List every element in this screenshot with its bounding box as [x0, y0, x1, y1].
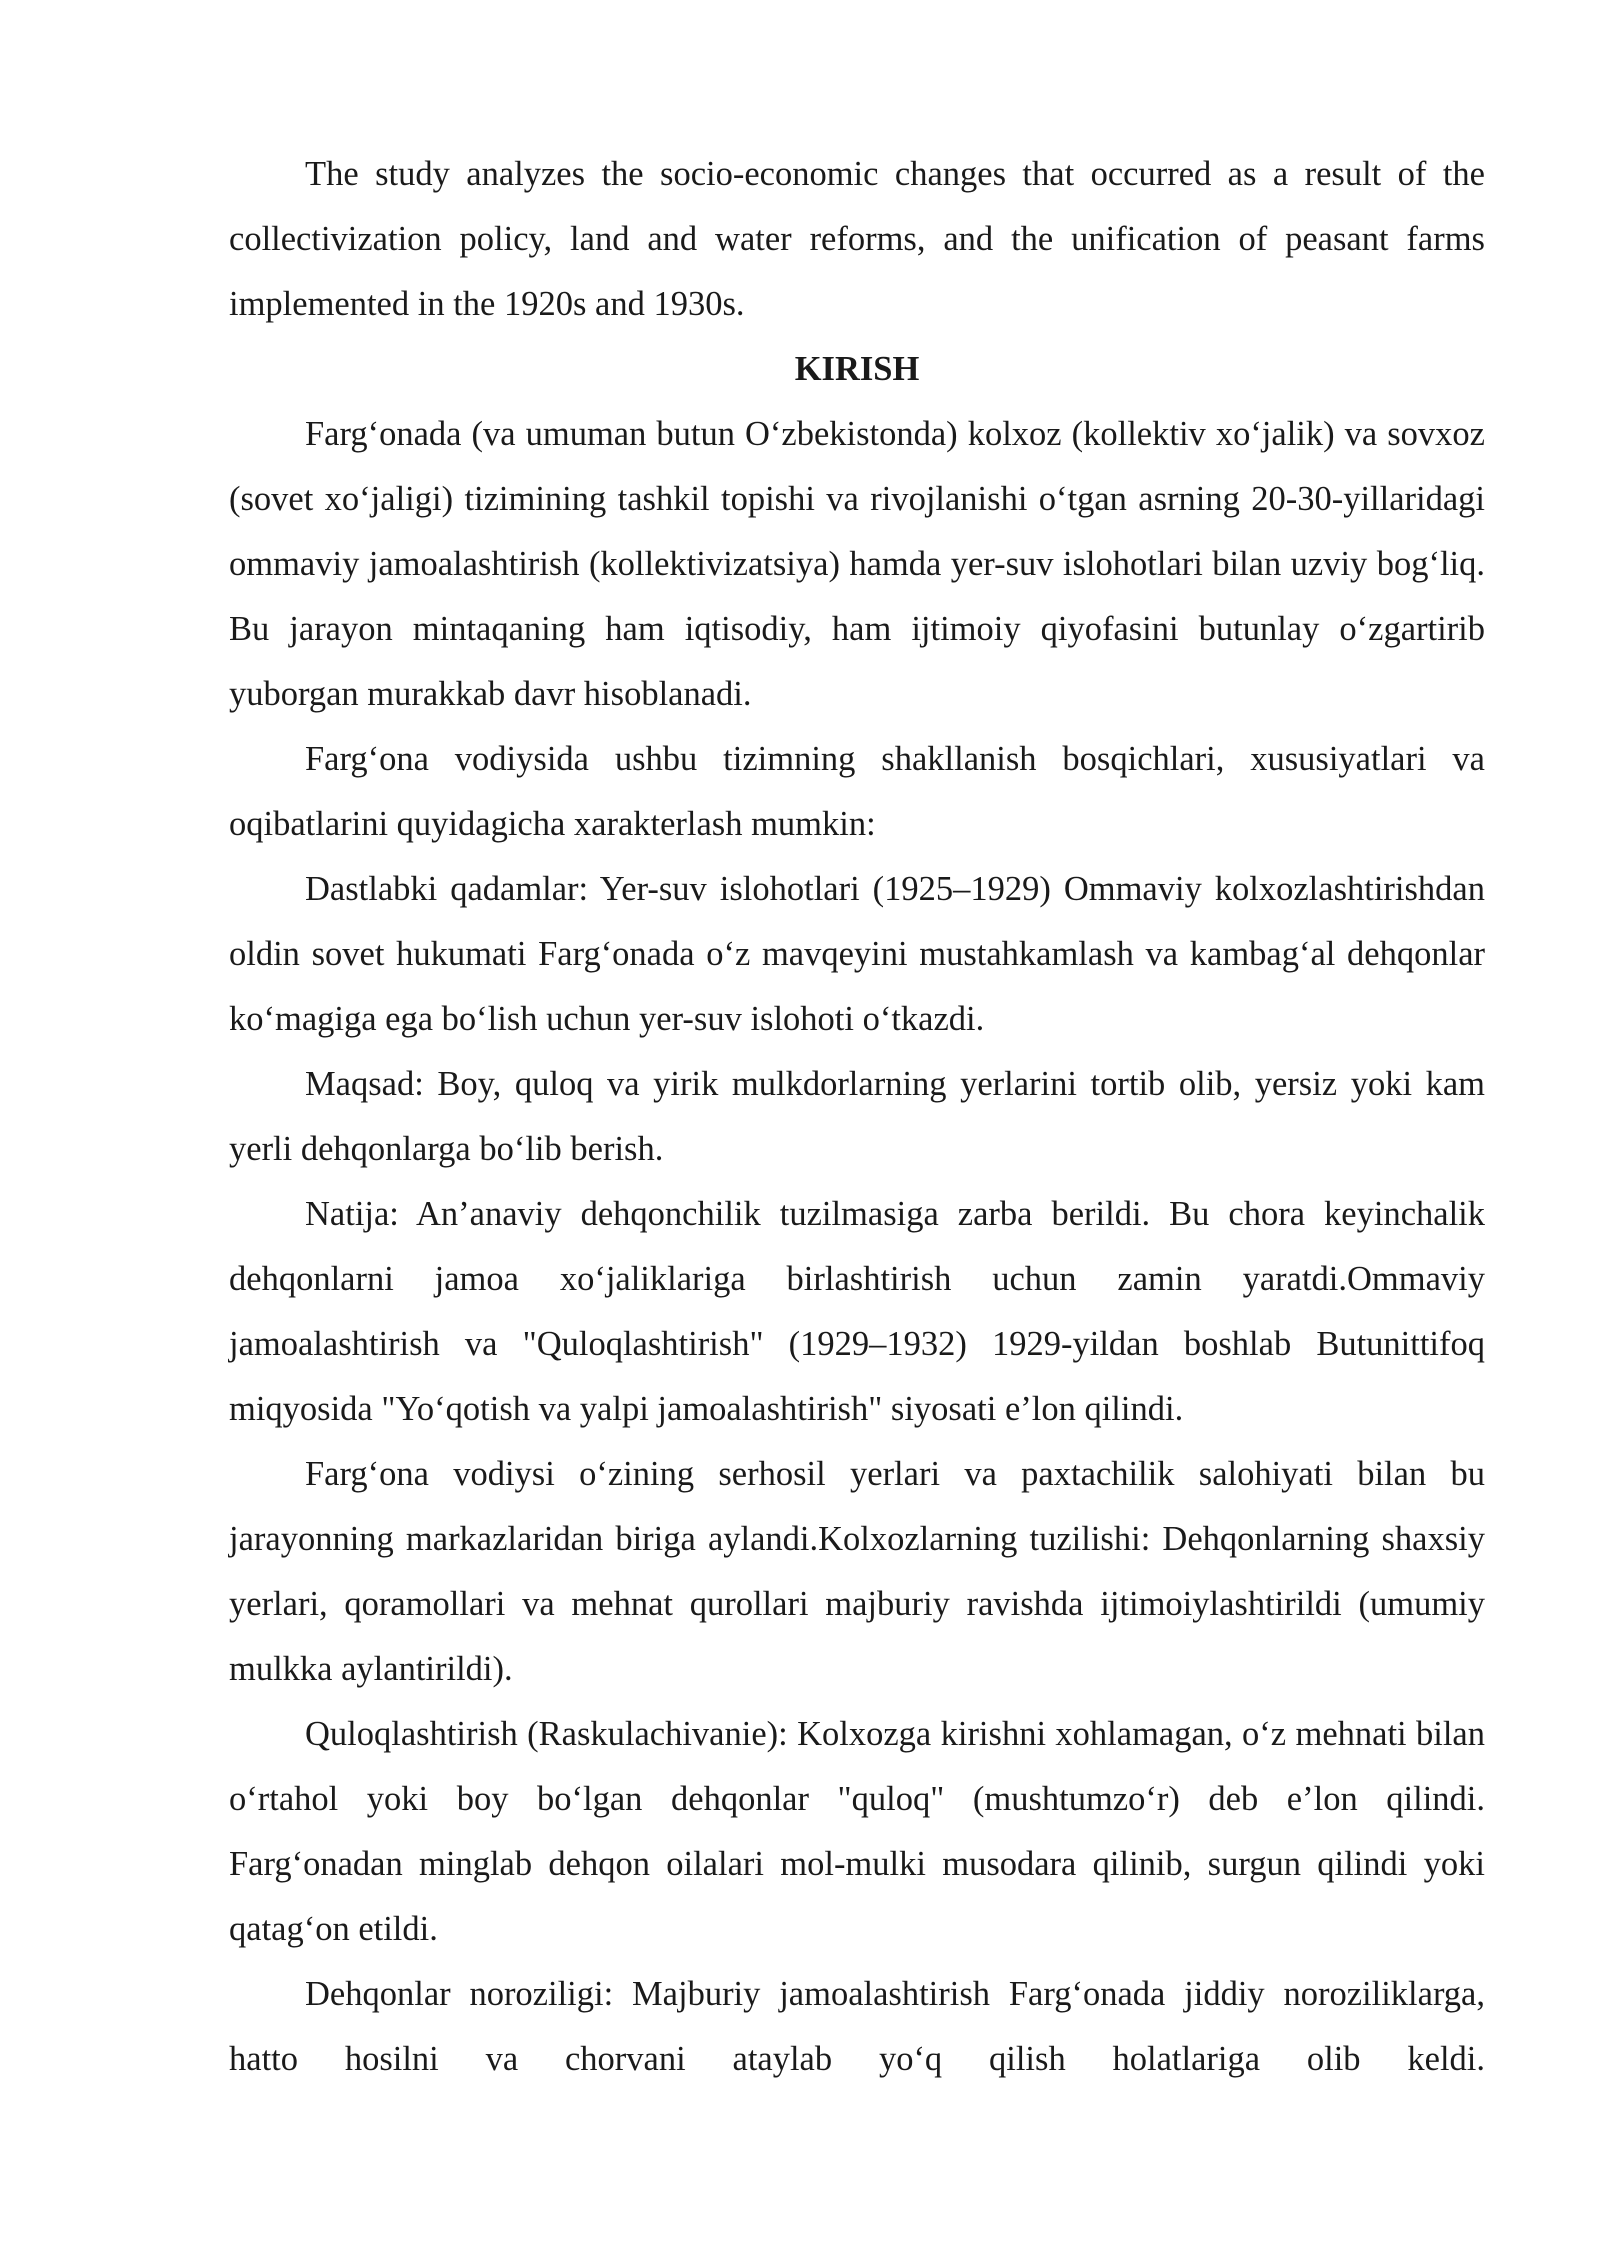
body-paragraph: Maqsad: Boy, quloq va yirik mulkdorlarning yerlarini tortib olib, yersiz yoki kam yerli dehqonlarga bo‘lib berish.: [229, 1065, 1485, 1168]
body-paragraph: Farg‘onada (va umuman butun O‘zbekistonda) kolxoz (kollektiv xo‘jalik) va sovxoz (sovet xo‘jaligi) tizimining tashkil topishi va rivojlanishi o‘tgan asrning 20-30-yillaridagi ommaviy jamoalashtirish (kollektivizatsiya) hamda yer-suv islohotlari bilan uzviy bog‘liq. Bu jarayon mintaqaning ham iqtisodiy, ham ijtimoiy qiyofasini butunlay o‘zgartirib yuborgan murakkab davr hisoblanadi.: [229, 415, 1485, 713]
document-page: [229, 142, 1485, 2092]
body-paragraph: Dastlabki qadamlar: Yer-suv islohotlari (1925–1929) Ommaviy kolxozlashtirishdan oldin sovet hukumati Farg‘onada o‘z mavqeyini mustahkamlash va kambag‘al dehqonlar ko‘magiga ega bo‘lish uchun yer-suv islohoti o‘tkazdi.: [229, 870, 1485, 1038]
body-paragraph: Dehqonlar noroziligi: Majburiy jamoalashtirish Farg‘onada jiddiy noroziliklarga, hatto hosilni va chorvani ataylab yo‘q qilish holatlariga olib keldi.: [229, 1975, 1485, 2078]
section-heading: KIRISH: [794, 350, 920, 388]
body-paragraph: Farg‘ona vodiysida ushbu tizimning shakllanish bosqichlari, xususiyatlari va oqibatlarini quyidagicha xarakterlash mumkin:: [229, 740, 1485, 843]
intro-paragraph: The study analyzes the socio-economic changes that occurred as a result of the collectivization policy, land and water reforms, and the unification of peasant farms implemented in the 1920s and 1930s.: [229, 155, 1485, 323]
body-paragraph: Natija: An’anaviy dehqonchilik tuzilmasiga zarba berildi. Bu chora keyinchalik dehqonlarni jamoa xo‘jaliklariga birlashtirish uchun zamin yaratdi.Ommaviy jamoalashtirish va "Quloqlashtirish" (1929–1932) 1929-yildan boshlab Butunittifoq miqyosida "Yo‘qotish va yalpi jamoalashtirish" siyosati e’lon qilindi.: [229, 1195, 1485, 1428]
body-paragraph: Quloqlashtirish (Raskulachivanie): Kolxozga kirishni xohlamagan, o‘z mehnati bilan o‘rtahol yoki boy bo‘lgan dehqonlar "quloq" (mushtumzo‘r) deb e’lon qilindi. Farg‘onadan minglab dehqon oilalari mol-mulki musodara qilinib, surgun qilindi yoki qatag‘on etildi.: [229, 1715, 1485, 1948]
body-paragraph: Farg‘ona vodiysi o‘zining serhosil yerlari va paxtachilik salohiyati bilan bu jarayonning markazlaridan biriga aylandi.Kolxozlarning tuzilishi: Dehqonlarning shaxsiy yerlari, qoramollari va mehnat qurollari majburiy ravishda ijtimoiylashtirildi (umumiy mulkka aylantirildi).: [229, 1455, 1485, 1688]
